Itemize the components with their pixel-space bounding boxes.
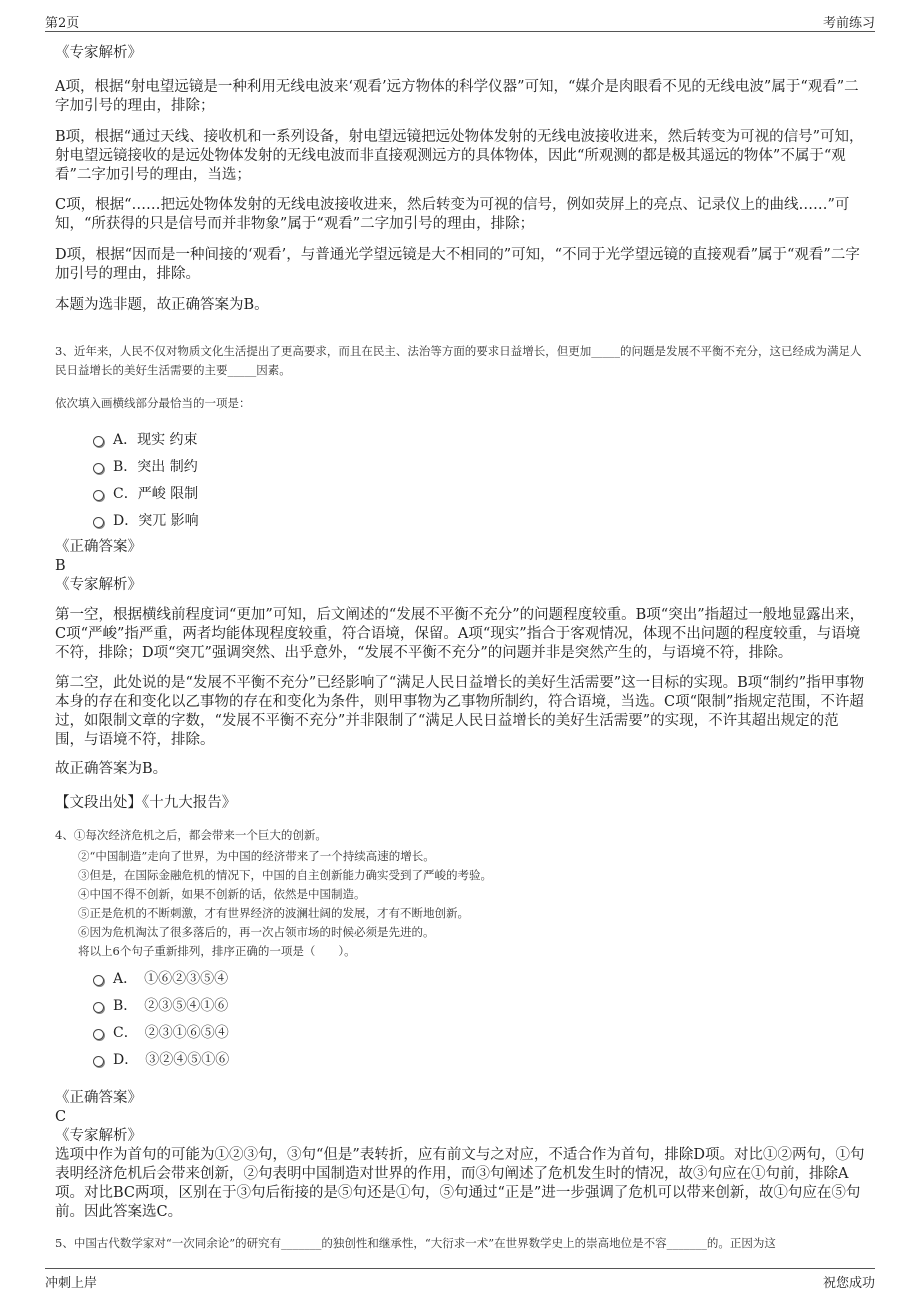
q4-option-d[interactable]: D． ③②④⑤①⑥ — [93, 1049, 229, 1069]
q2-analysis-label-block — [55, 44, 865, 63]
q3-answer-label: 《正确答案》 — [55, 539, 142, 555]
q3-answer-block — [55, 538, 865, 595]
q2-analysis-label: 《专家解析》 — [55, 45, 142, 61]
q4-analysis: 选项中作为首句的可能为①②③句，③句“但是”表转折，应有前文与之对应，不适合作为首句，排除D项。对比①②两句，①句表明经济危机后会带来创新，②句表明中国制造对世界的作用，而③句阐述了危机发生时的情况，故③句应在①句前，排除A项。对比BC两项，区别在于③句后衔接的是⑤句还是①句，⑤句通过“正是”进一步强调了危机可以带来创新，故①句应在⑤句前。因此答案选C。 — [55, 1147, 865, 1220]
q3-prompt: 依次填入画横线部分最恰当的一项是： — [55, 396, 251, 410]
q3-option-b[interactable]: B．突出 制约 — [93, 456, 198, 476]
radio-icon[interactable] — [93, 1029, 104, 1040]
q4-answer-label: 《正确答案》 — [55, 1090, 142, 1106]
q5-stem: 5、中国古代数学家对“一次同余论”的研究有_______的独创性和继承性，“大衍求一术”在世界数学史上的崇高地位是不容_______的。正因为这 — [55, 1236, 776, 1250]
q3-option-d[interactable]: D．突兀 影响 — [93, 510, 199, 530]
q4-sentence-1: 4、①每次经济危机之后，都会带来一个巨大的创新。 — [55, 828, 327, 842]
q4-answer-block — [55, 1089, 865, 1146]
radio-icon[interactable] — [93, 1056, 104, 1067]
footer-right: 祝您成功 — [822, 1276, 875, 1291]
q3-option-a[interactable]: A．现实 约束 — [93, 429, 198, 449]
q2-analysis-d: D项，根据“因而是一种间接的‘观看’，与普通光学望远镜是大不相同的”可知，“不同于光学望远镜的直接观看”属于“观看”二字加引号的理由，排除。 — [55, 247, 860, 282]
q3-answer: B — [55, 558, 66, 574]
radio-icon[interactable] — [93, 463, 104, 474]
radio-icon[interactable] — [93, 436, 104, 447]
page-number: 第2页 — [45, 16, 80, 31]
page-header — [45, 9, 875, 32]
q3-analysis-label: 《专家解析》 — [55, 577, 142, 593]
q3-source: 【文段出处】《十九大报告》 — [55, 795, 237, 811]
q2-analysis-a: A项，根据“射电望远镜是一种利用无线电波来‘观看’远方物体的科学仪器”可知，“媒介是肉眼看不见的无线电波”属于“观看”二字加引号的理由，排除； — [55, 79, 859, 114]
q2-analysis-c: C项，根据“……把远处物体发射的无线电波接收进来，然后转变为可视的信号，例如荧屏上的亮点、记录仪上的曲线……”可知，“所获得的只是信号而并非物象”属于“观看”二字加引号的理由，排除； — [55, 197, 850, 232]
q2-conclusion: 本题为选非题，故正确答案为B。 — [55, 297, 269, 313]
radio-icon[interactable] — [93, 490, 104, 501]
radio-icon[interactable] — [93, 517, 104, 528]
q4-sentence-4: ④中国不得不创新，如果不创新的话，依然是中国制造。 — [78, 887, 366, 901]
q4-option-c[interactable]: C． ②③①⑥⑤④ — [93, 1022, 229, 1042]
radio-icon[interactable] — [93, 975, 104, 986]
q3-stem: 3、近年来，人民不仅对物质文化生活提出了更高要求，而且在民主、法治等方面的要求日益增长，但更加_____的问题是发展不平衡不充分，这已经成为满足人民日益增长的美好生活需要的主要_____因素。 — [55, 344, 862, 377]
radio-icon[interactable] — [93, 1002, 104, 1013]
header-title: 考前练习 — [822, 16, 875, 31]
q3-analysis-p1: 第一空，根据横线前程度词“更加”可知，后文阐述的“发展不平衡不充分”的问题程度较重。B项“突出”指超过一般地显露出来，C项“严峻”指严重，两者均能体现程度较重，符合语境，保留。A项“现实”指合于客观情况，体现不出问题的程度较重，与语境不符，排除；D项“突兀”强调突然、出乎意外，“发展不平衡不充分”的问题并非是突然产生的，与语境不符，排除。 — [55, 607, 865, 661]
q4-option-b[interactable]: B． ②③⑤④①⑥ — [93, 995, 228, 1015]
q4-sentence-6: ⑥因为危机淘汰了很多落后的，再一次占领市场的时候必须是先进的。 — [78, 925, 435, 939]
q3-conclusion: 故正确答案为B。 — [55, 761, 168, 777]
q4-option-a[interactable]: A． ①⑥②③⑤④ — [93, 968, 228, 988]
footer-left: 冲刺上岸 — [45, 1276, 98, 1291]
page-footer — [45, 1268, 875, 1291]
q3-option-c[interactable]: C．严峻 限制 — [93, 483, 198, 503]
q4-sentence-3: ③但是，在国际金融危机的情况下，中国的自主创新能力确实受到了严峻的考验。 — [78, 868, 492, 882]
q4-analysis-label: 《专家解析》 — [55, 1128, 142, 1144]
q3-analysis-p2: 第二空，此处说的是“发展不平衡不充分”已经影响了“满足人民日益增长的美好生活需要”这一目标的实现。B项“制约”指甲事物本身的存在和变化以乙事物的存在和变化为条件，则甲事物为乙事物所制约，符合语境，当选。C项“限制”指规定范围，不许超过，如限制文章的字数，“发展不平衡不充分”并非限制了“满足人民日益增长的美好生活需要”的实现，不许其超出规定的范围，与语境不符，排除。 — [55, 675, 865, 748]
q4-answer: C — [55, 1109, 67, 1125]
q4-sentence-2: ②“中国制造”走向了世界，为中国的经济带来了一个持续高速的增长。 — [78, 849, 435, 863]
q2-analysis-b: B项，根据“通过天线、接收机和一系列设备，射电望远镜把远处物体发射的无线电波接收进来，然后转变为可视的信号”可知，射电望远镜接收的是远处物体发射的无线电波而非直接观测远方的具体物体，因此“所观测的都是极其遥远的物体”不属于“观看”二字加引号的理由，当选； — [55, 129, 864, 183]
q4-sentence-5: ⑤正是危机的不断刺激，才有世界经济的波澜壮阔的发展，才有不断地创新。 — [78, 906, 469, 920]
q4-prompt: 将以上6个句子重新排列，排序正确的一项是（ ）。 — [78, 944, 356, 958]
